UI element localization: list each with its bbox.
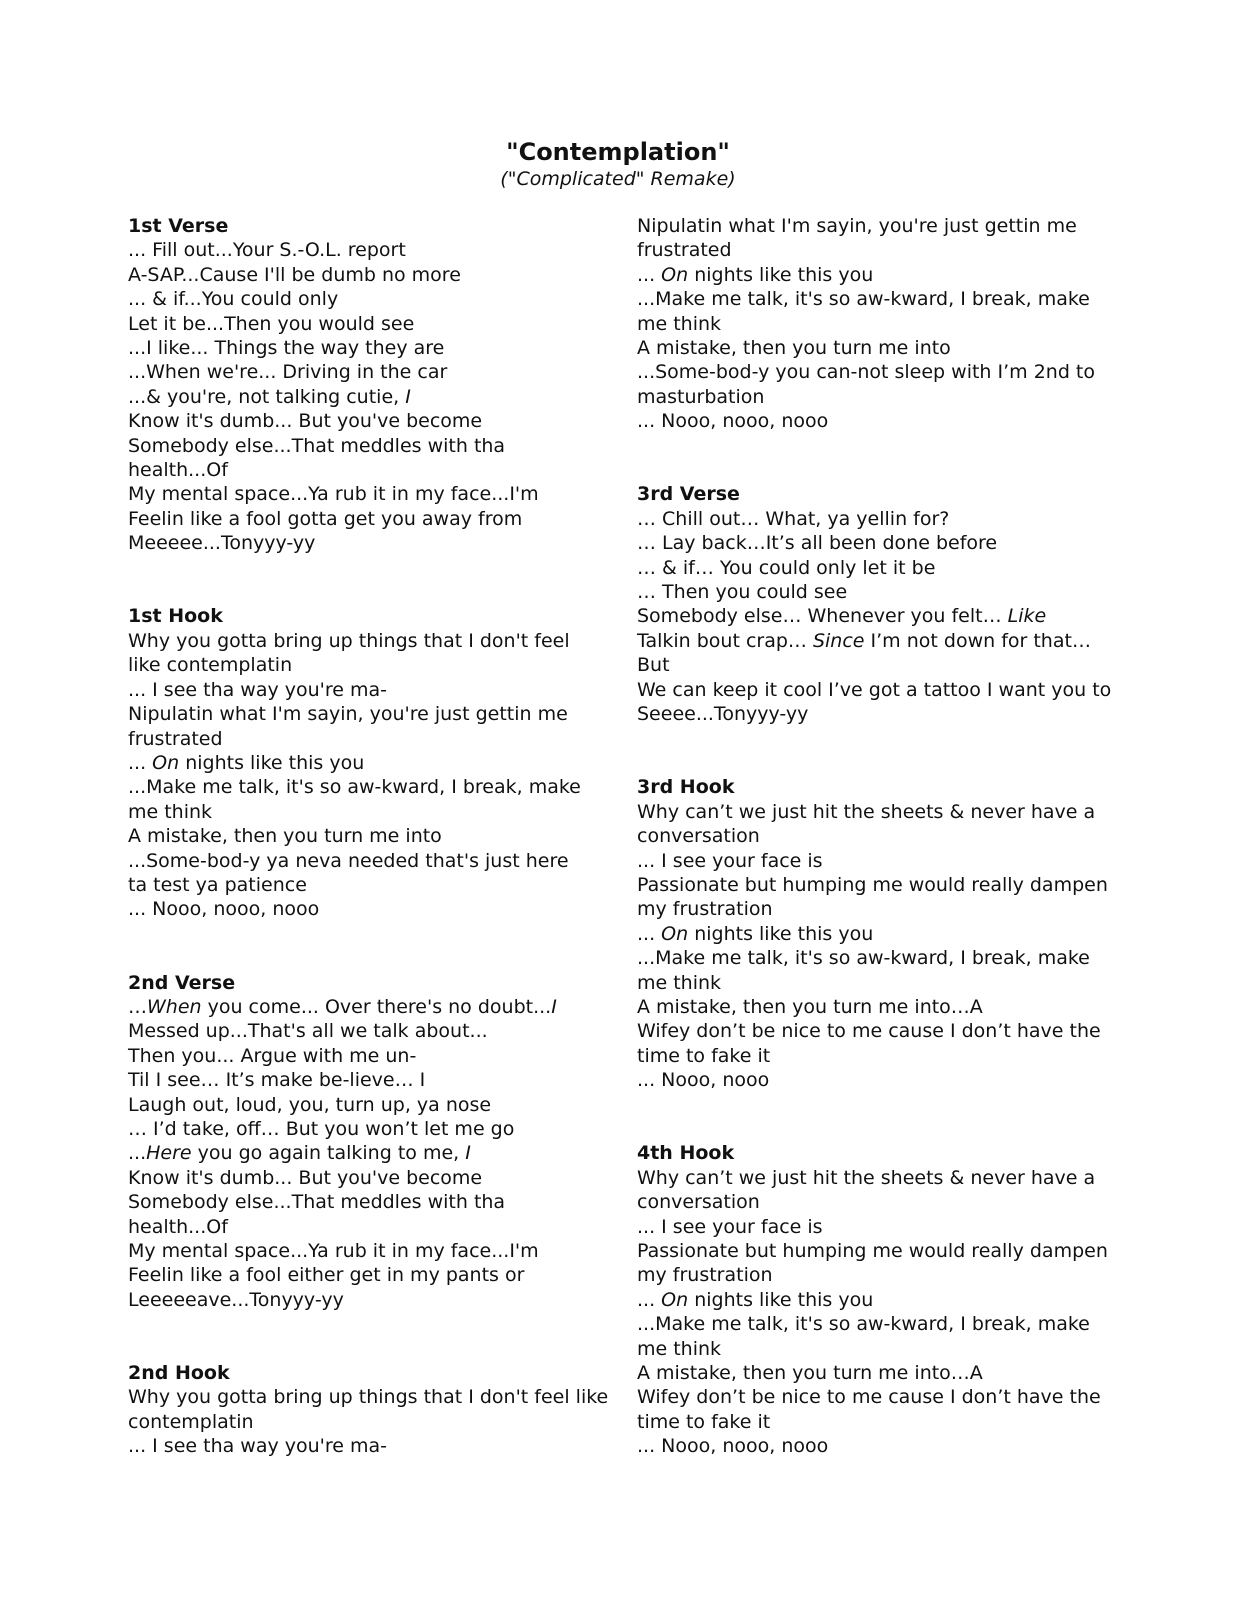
lyric-fragment: ... (637, 1288, 662, 1311)
lyric-line: Wifey don’t be nice to me cause I don’t have the (637, 1386, 1101, 1409)
lyric-line: ... Nooo, nooo (637, 1069, 770, 1092)
lyric-line: Til I see… It’s make be-lieve… I (128, 1069, 426, 1092)
lyric-line: … I’d take, off… But you won’t let me go (128, 1118, 515, 1140)
lyric-line: ... Fill out...Your S.-O.L. report (128, 239, 406, 262)
lyric-line: ...When we're... Driving in the car (128, 361, 448, 384)
lyric-fragment-italic: On (661, 1288, 689, 1311)
section-gap (128, 922, 598, 971)
verse-2 (128, 971, 598, 1313)
lyric-line: A mistake, then you turn me into (637, 337, 951, 360)
hook-2 (128, 1361, 609, 1459)
section-gap (637, 727, 1107, 776)
lyric-line: ... I see your face is (637, 849, 823, 872)
section-heading: 2nd Verse (128, 971, 236, 994)
lyric-line (128, 751, 598, 775)
section-gap (128, 556, 598, 605)
lyric-line (637, 1288, 1107, 1312)
document-subtitle: ("Complicated" Remake) (500, 168, 736, 190)
lyric-line: ...Make me talk, it's so aw-kward, I break, make (637, 1313, 1090, 1336)
section-heading: 3rd Verse (637, 483, 740, 506)
lyric-line: Messed up...That's all we talk about... (128, 1020, 488, 1043)
lyric-fragment-italic: I (465, 1142, 471, 1165)
lyric-line: contemplatin (128, 1410, 254, 1433)
lyric-line: Laugh out, loud, you, turn up, ya nose (128, 1093, 492, 1116)
lyric-line: like contemplatin (128, 654, 293, 677)
lyric-line: ...Make me talk, it's so aw-kward, I break, make (637, 288, 1090, 311)
lyric-fragment: ... (637, 263, 662, 286)
lyric-fragment-italic: Like (1007, 605, 1047, 628)
left-column (128, 214, 609, 1459)
lyric-line: time to fake it (637, 1410, 771, 1433)
document-title: "Contemplation" (506, 138, 730, 166)
lyric-line: Somebody else...That meddles with tha (128, 1191, 506, 1214)
lyric-line: Nipulatin what I'm sayin, you're just gettin me (128, 703, 568, 726)
lyric-line: me think (637, 971, 722, 994)
lyric-line (128, 1141, 598, 1165)
lyric-line: My mental space...Ya rub it in my face...I'm (128, 483, 539, 506)
lyric-line (637, 629, 1107, 653)
lyric-line (637, 604, 1107, 628)
lyric-line: Leeeeeave...Tonyyy-yy (128, 1288, 344, 1311)
lyric-fragment: nights like this you (179, 751, 365, 774)
lyric-line: frustrated (128, 727, 223, 750)
lyric-line: my frustration (637, 1264, 773, 1287)
lyric-line: We can keep it cool I’ve got a tattoo I want you to (637, 678, 1112, 701)
lyric-line: ...I like... Things the way they are (128, 337, 445, 360)
lyric-line: ta test ya patience (128, 873, 307, 896)
lyric-line: conversation (637, 825, 760, 848)
lyric-fragment: … (128, 995, 147, 1018)
lyric-line (637, 922, 1107, 946)
lyric-line: me think (637, 1337, 722, 1360)
right-column (637, 214, 1112, 1459)
lyric-line: me think (637, 312, 722, 335)
lyric-line: ... I see your face is (637, 1215, 823, 1238)
hook-1 (128, 604, 598, 921)
lyric-line: Let it be...Then you would see (128, 312, 415, 335)
section-heading: 1st Verse (128, 215, 229, 237)
lyric-fragment: nights like this you (688, 922, 874, 945)
lyric-line: Passionate but humping me would really dampen (637, 873, 1108, 896)
lyric-line: time to fake it (637, 1044, 771, 1067)
lyric-line: ... I see tha way you're ma- (128, 678, 388, 701)
lyric-line: Then you... Argue with me un- (128, 1044, 417, 1067)
lyric-fragment-italic: Since (812, 629, 865, 652)
lyric-line: ... Nooo, nooo, nooo (128, 898, 320, 921)
lyric-line (637, 263, 1107, 287)
lyric-line: Seeee...Tonyyy-yy (637, 703, 809, 726)
lyric-line: Why you gotta bring up things that I don't feel (128, 629, 570, 652)
lyric-line (128, 385, 598, 409)
lyric-line: ... I see tha way you're ma- (128, 1435, 388, 1458)
lyric-line: … & if… You could only let it be (637, 556, 936, 579)
lyric-fragment-italic: On (152, 751, 180, 774)
lyric-line: Nipulatin what I'm sayin, you're just gettin me (637, 215, 1077, 237)
lyric-line: ...Make me talk, it's so aw-kward, I break, make (637, 947, 1090, 970)
lyric-line: health...Of (128, 459, 228, 482)
lyric-fragment: nights like this you (688, 263, 874, 286)
verse-3 (637, 482, 1112, 726)
lyric-line: Know it's dumb... But you've become (128, 410, 483, 433)
lyric-fragment: Somebody else… Whenever you felt… (637, 605, 1008, 628)
hook-4 (637, 1141, 1107, 1458)
lyric-fragment: ... (637, 922, 662, 945)
lyric-line: A-SAP...Cause I'll be dumb no more (128, 263, 461, 286)
lyric-line: me think (128, 800, 213, 823)
section-gap (128, 1312, 598, 1361)
lyric-line: Know it's dumb... But you've become (128, 1166, 483, 1189)
lyric-fragment-italic: When (147, 995, 202, 1018)
lyric-line: my frustration (637, 898, 773, 921)
lyric-fragment-italic: I (405, 385, 411, 408)
lyric-line: Feelin like a fool either get in my pants or (128, 1264, 525, 1287)
hook-3 (637, 775, 1107, 1092)
lyric-line: … Chill out… What, ya yellin for? (637, 507, 950, 530)
lyric-fragment: I’m not down for that… (864, 629, 1091, 652)
lyric-fragment-italic: I (551, 995, 557, 1018)
lyric-fragment: ... (128, 1142, 147, 1165)
section-gap (637, 434, 1107, 483)
lyric-line: Meeeee...Tonyyy-yy (128, 532, 316, 555)
section-heading: 2nd Hook (128, 1362, 230, 1385)
lyric-fragment: you go again talking to me, (191, 1142, 466, 1165)
lyric-fragment: ...& you're, not talking cutie, (128, 385, 406, 408)
lyric-line: Feelin like a fool gotta get you away from (128, 507, 523, 530)
lyric-line: health...Of (128, 1215, 228, 1238)
section-heading: 1st Hook (128, 605, 223, 628)
lyric-line: conversation (637, 1191, 760, 1214)
lyric-line: masturbation (637, 385, 765, 408)
lyric-line: Passionate but humping me would really dampen (637, 1240, 1108, 1263)
lyric-line: ...Make me talk, it's so aw-kward, I break, make (128, 776, 581, 799)
lyric-line: Somebody else...That meddles with tha (128, 434, 506, 457)
lyric-fragment: nights like this you (688, 1288, 874, 1311)
lyric-fragment: ... (128, 751, 153, 774)
lyric-line: ... Nooo, nooo, nooo (637, 1435, 829, 1458)
lyric-line: ... Nooo, nooo, nooo (637, 410, 829, 433)
lyric-line: … Then you could see (637, 581, 848, 604)
section-gap (637, 1093, 1107, 1142)
lyric-line: ...Some-bod-y ya neva needed that's just here (128, 849, 569, 872)
lyric-line: Why can’t we just hit the sheets & never have a (637, 800, 1096, 823)
lyric-fragment: Talkin bout crap… (637, 629, 813, 652)
lyric-fragment-italic: On (661, 922, 689, 945)
lyric-line: ... & if...You could only (128, 288, 339, 311)
lyric-line: A mistake, then you turn me into…A (637, 1362, 983, 1385)
lyric-line: But (637, 654, 670, 677)
lyric-fragment-italic: On (661, 263, 689, 286)
lyric-fragment: you come... Over there's no doubt... (201, 995, 552, 1018)
lyric-line: A mistake, then you turn me into (128, 825, 442, 848)
lyric-line: My mental space...Ya rub it in my face...I'm (128, 1240, 539, 1263)
lyric-line: ...Some-bod-y you can-not sleep with I’m 2nd to (637, 361, 1096, 384)
lyric-line: Wifey don’t be nice to me cause I don’t have the (637, 1020, 1101, 1043)
lyric-line (128, 995, 598, 1019)
lyric-line: Why you gotta bring up things that I don't feel like (128, 1386, 609, 1409)
section-heading: 4th Hook (637, 1142, 735, 1165)
section-heading: 3rd Hook (637, 776, 735, 799)
lyric-fragment-italic: Here (146, 1142, 192, 1165)
verse-1 (128, 214, 598, 556)
lyric-line: A mistake, then you turn me into…A (637, 995, 983, 1018)
hook-2-continued (637, 214, 1107, 434)
lyric-line: … Lay back…It’s all been done before (637, 532, 998, 555)
lyric-line: frustrated (637, 239, 732, 262)
lyric-line: Why can’t we just hit the sheets & never have a (637, 1166, 1096, 1189)
